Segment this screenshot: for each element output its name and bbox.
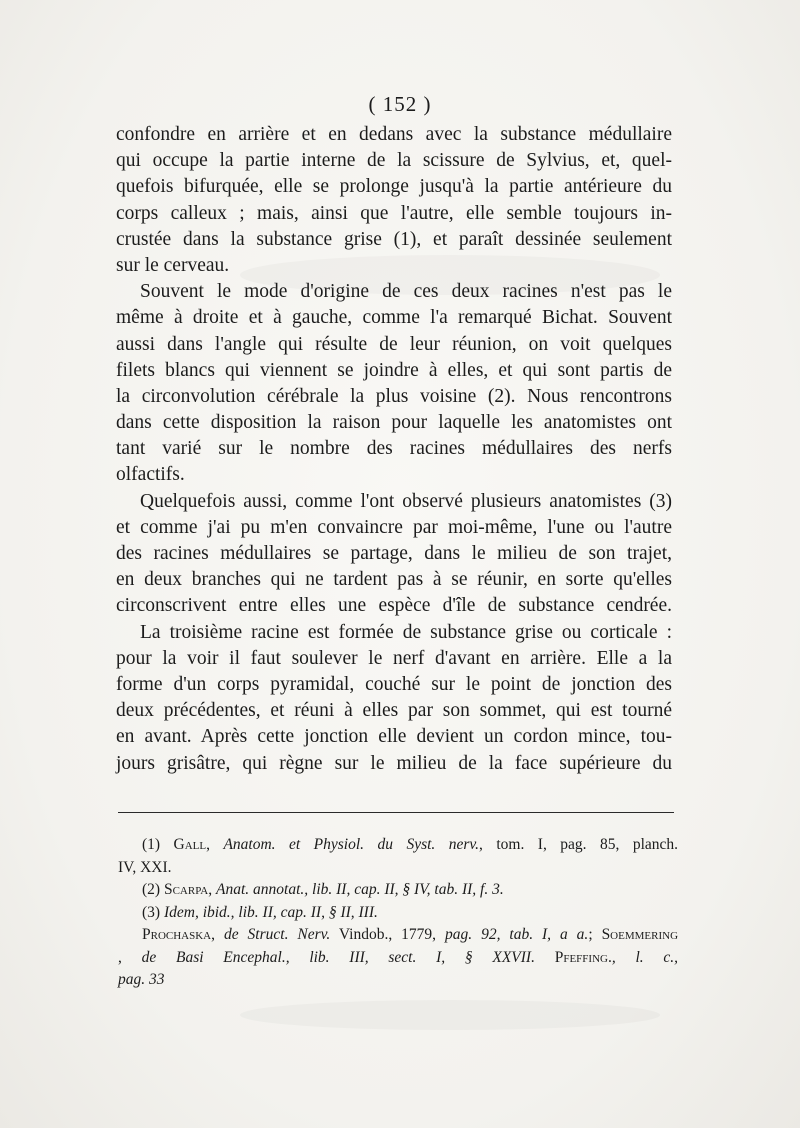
footnote-author: Pfeffing. — [534, 948, 612, 966]
text-line: pour la voir il faut soulever le nerf d'avant en arrière. Elle a la — [116, 647, 672, 669]
text-line: crustée dans la substance grise (1), et paraît dessinée seulement — [116, 228, 672, 250]
footnote-author: Gall — [173, 836, 207, 853]
footnote-author: Scarpa — [163, 881, 209, 898]
text-line: circonscrivent entre elles une espèce d'île de substance cendrée. — [116, 595, 672, 617]
text-line: quefois bifurquée, elle se prolonge jusqu'à la partie antérieure du — [116, 176, 672, 198]
footnote-mark: (1) — [142, 836, 161, 853]
footnote-place-year: Vindob., 1779, — [330, 926, 445, 943]
text-line: en deux branches qui ne tardent pas à se réunir, en sorte qu'elles — [116, 569, 672, 591]
footnote-3-continued-2: , de Basi Encephal., lib. III, sect. I, § XXVII. Pfeffing., l. c., — [118, 948, 678, 966]
text-line: des racines médullaires se partage, dans le milieu de son trajet, — [116, 543, 672, 564]
footnote-author: Prochaska — [142, 926, 212, 943]
text-line: et comme j'ai pu m'en convaincre par moi-même, l'une ou l'autre — [116, 516, 672, 538]
text-line: confondre en arrière et en dedans avec la substance médullaire — [116, 124, 672, 145]
paragraph-start: Souvent le mode d'origine de ces deux racines n'est pas le — [140, 281, 672, 303]
footnote-1-continuation: IV, XXI. — [118, 858, 172, 876]
text-line: dans cette disposition la raison pour laquelle les anatomistes ont — [116, 412, 672, 434]
footnote-divider — [118, 812, 674, 813]
text-line: en avant. Après cette jonction elle devient un cordon mince, tou- — [116, 726, 672, 748]
bleed-through-shadow — [240, 1000, 660, 1030]
page-number: ( 152 ) — [368, 92, 432, 116]
footnote-reference: , l. c., — [611, 948, 678, 966]
text-line: aussi dans l'angle qui résulte de leur réunion, on voit quelques — [116, 333, 672, 355]
text-line: tant varié sur le nombre des racines médullaires des nerfs — [116, 438, 672, 460]
text-line: olfactifs. — [116, 464, 185, 486]
text-line: qui occupe la partie interne de la scissure de Sylvius, et, quel- — [116, 150, 672, 172]
footnote-separator: ; — [588, 926, 602, 943]
paragraph-start: Quelquefois aussi, comme l'ont observé plusieurs anatomistes (3) — [140, 490, 672, 512]
text-line: la circonvolution cérébrale la plus voisine (2). Nous rencontrons — [116, 385, 672, 407]
footnote-title: Anatom. et Physiol. du Syst. nerv. — [223, 836, 480, 853]
text-line: même à droite et à gauche, comme l'a remarqué Bichat. Souvent — [116, 307, 672, 329]
footnote-reference: , lib. III, sect. I, § XXVII. — [285, 948, 535, 966]
footnote-3-continuation: pag. 33 — [118, 971, 165, 988]
footnote-author: Soemmering — [601, 926, 679, 943]
footnotes — [118, 834, 678, 992]
footnote-mark: (3) — [142, 903, 161, 921]
footnote-3-continued: Prochaska, de Struct. Nerv. Vindob., 1779, pag. 92, tab. I, a a.; Soemmering — [142, 926, 679, 943]
text-line: filets blancs qui viennent se joindre à elles, et qui sont partis de — [116, 359, 672, 381]
footnote-2: (2) Scarpa, Anat. annotat., lib. II, cap. II, § IV, tab. II, f. 3. — [142, 881, 504, 898]
footnote-title: Anat. annotat. — [216, 881, 305, 898]
footnote-mark: (2) — [142, 881, 161, 898]
footnote-3 — [118, 902, 678, 925]
footnote-reference: , tom. I, pag. 85, planch. — [479, 836, 679, 853]
body-text — [116, 122, 672, 777]
text-line: sur le cerveau. — [116, 254, 230, 276]
footnote-title: de Struct. Nerv. — [223, 926, 331, 943]
text-line: deux précédentes, et réuni à elles par son sommet, qui est tourné — [116, 700, 672, 722]
footnote-text: Idem, ibid., lib. II, cap. II, § II, III. — [163, 903, 378, 921]
text-line: jours grisâtre, qui règne sur le milieu de la face supérieure du — [116, 752, 672, 774]
footnote-1: (1) Gall, Anatom. et Physiol. du Syst. nerv., tom. I, pag. 85, planch. — [142, 836, 679, 853]
text-line: forme d'un corps pyramidal, couché sur le point de jonction des — [116, 673, 672, 695]
text-line: corps calleux ; mais, ainsi que l'autre, elle semble toujours in- — [116, 202, 672, 224]
footnote-reference: , lib. II, cap. II, § IV, tab. II, f. 3. — [304, 881, 504, 898]
footnote-reference: pag. 92, tab. I, a a. — [445, 926, 589, 943]
footnote-title: de Basi Encephal. — [141, 948, 286, 966]
paragraph-start: La troisième racine est formée de substance grise ou corticale : — [140, 621, 672, 643]
